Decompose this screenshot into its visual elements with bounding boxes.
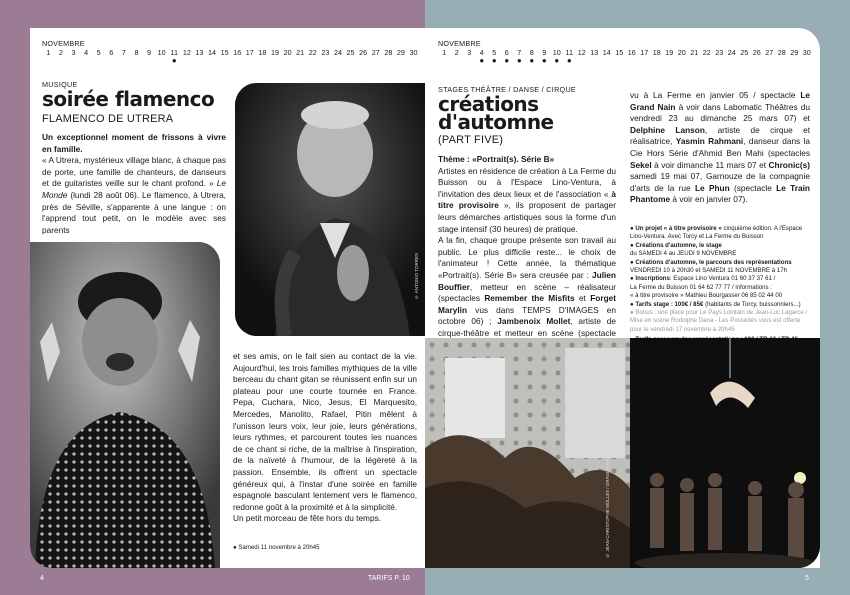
calendar-dot [726, 57, 739, 65]
col2-part-h: à voir en janvier 07). [672, 194, 748, 205]
calendar-dot [256, 57, 269, 65]
calendar-day: 5 [492, 48, 497, 57]
association-name: à titre provisoire [438, 188, 616, 211]
calendar-dot [42, 57, 55, 65]
para-temps: vus dans TEMPS D'IMAGES en octobre 06) ; [438, 304, 616, 327]
section-kicker: MUSIQUE [42, 80, 78, 89]
company-phun: Le Phun [694, 182, 730, 193]
calendar-dot [601, 57, 614, 65]
theatre-room-image [425, 338, 630, 568]
calendar-day: 27 [765, 48, 774, 57]
col2-part-f: samedi 19 mai 07, Garnouze de la compagnie d'arts de la rue [630, 171, 810, 193]
calendar-dot [676, 57, 689, 65]
quote-text: « A Utrera, mystérieux village blanc, à chaque pas de porte, une famille de chanteurs, de danseurs et de guitaristes veille sur le chant profond. » [42, 155, 227, 189]
show-sekel: Sekel [630, 159, 652, 170]
calendar-dot: ● [554, 56, 560, 65]
intro-continued: (lundi 28 août 06). Le flamenco, à Utrera, près de Séville, s'apparente à une langue : on l'apprend tout petit, on le modèle avec ses parents [42, 189, 226, 235]
circus-image [630, 338, 820, 568]
calendar-dot [369, 57, 382, 65]
calendar-dot: ● [566, 56, 572, 65]
calendar-day: 6 [109, 48, 114, 57]
col2-part-d: , danseur dans la Cie Hors Série d'Ahmid Ben Mahi (spectacles [630, 136, 811, 158]
calendar-dot: ● [504, 56, 510, 65]
para-selection: A la fin, chaque groupe présente son travail au public. Le plus difficile reste... le choix de l'animateur ! Cette année, la thématique «Portrait(s). Série B» sera creusée par : [438, 235, 616, 280]
col2-part-a: vu à La Ferme en janvier 05 / spectacle [630, 90, 796, 100]
calendar-dot [231, 57, 244, 65]
calendar-dot [155, 57, 168, 65]
col2-text: et ses amis, on le fait sien au contact de la vie. Aujourd'hui, les trois familles mythiques de la ville berceau du chant gitan se réunissent enfin sur un plateau pour une courte tournée en France. Pepa, Cuchara, Nico, Jesus, El Marquesito, Mercedes, Manolito, Rafael, Pitin mêlent à l'unisson leurs voix, leur joie, leurs générations, leurs rythmes, et parcourent toutes les nuances de ce chant si riche, de la maîtrise à l'inspiration, de la naïveté à l'humour, de la légèreté à la passion. Ensemble, ils offrent un spectacle généreux qui, à l'instar d'une soirée en famille espagnole basculant lentement vers le flamenco, redonne goût à la proximité et à la simplicité. [233, 351, 417, 512]
calendar-right [438, 39, 813, 65]
calendar-day: 25 [346, 48, 355, 57]
calendar-dot [105, 57, 118, 65]
calendar-dot [269, 57, 282, 65]
singer-photo-woman [30, 242, 220, 568]
calendar-day: 18 [258, 48, 267, 57]
calendar-dot [638, 57, 651, 65]
main-text-col2 [233, 351, 417, 525]
para-residence-end: », ils proposent de partager leurs démarches artistiques sous la forme d'un stage intensif (30 heures) de pratique. [438, 200, 616, 234]
calendar-day: 5 [96, 48, 101, 57]
calendar-day: 13 [195, 48, 204, 57]
calendar-day: 29 [396, 48, 405, 57]
calendar-dot: ● [171, 56, 177, 65]
calendar-dot [55, 57, 68, 65]
calendar-day: 2 [58, 48, 63, 57]
calendar-dot [801, 57, 814, 65]
event-date: ● Samedi 11 novembre à 20h45 [233, 544, 320, 551]
calendar-dot [181, 57, 194, 65]
show-grand-nain: Le Grand Nain [630, 90, 810, 112]
calendar-day: 15 [220, 48, 229, 57]
calendar-days [42, 48, 420, 57]
calendar-day: 18 [652, 48, 661, 57]
info-bonus: ● Bonus : une place pour Le Pays Lointain de Jean-Luc Lagarce / Mise en scène Rodolphe Dana - Les Possédés vous est offerte pour le vendredi 17 novembre à 20h45 [630, 309, 808, 333]
calendar-day: 8 [529, 48, 534, 57]
calendar-day: 23 [715, 48, 724, 57]
show-remember: Remember the Misfits [484, 293, 575, 304]
stage-text-col1 [438, 154, 616, 351]
calendar-day: 17 [640, 48, 649, 57]
calendar-dot [663, 57, 676, 65]
calendar-day: 12 [577, 48, 586, 57]
col2-part-g: (spectacle [734, 182, 772, 193]
calendar-dot [206, 57, 219, 65]
theatre-room-photo [425, 338, 630, 568]
intro-text [42, 132, 226, 236]
page-title-line2: d'automne [438, 110, 554, 134]
calendar-dot [281, 57, 294, 65]
info-tarifs-stage: (habitants de Torcy, buissonniers...) [705, 300, 801, 308]
calendar-month: NOVEMBRE [42, 39, 85, 48]
info-box [630, 225, 812, 345]
calendar-day: 30 [802, 48, 811, 57]
info-inscriptions-a: : Espace Lino Ventura 01 60 37 37 61 / [669, 275, 776, 283]
calendar-dot [688, 57, 701, 65]
calendar-day: 3 [71, 48, 76, 57]
calendar-day: 21 [296, 48, 305, 57]
singer-woman-image [30, 242, 220, 568]
calendar-dot [463, 57, 476, 65]
calendar-dot [118, 57, 131, 65]
calendar-dot [751, 57, 764, 65]
theme-line: Thème : «Portrait(s). Série B» [438, 154, 555, 164]
calendar-day: 24 [727, 48, 736, 57]
calendar-day: 27 [371, 48, 380, 57]
calendar-dot [613, 57, 626, 65]
calendar-dot [218, 57, 231, 65]
calendar-dot: ● [479, 56, 485, 65]
calendar-day: 22 [308, 48, 317, 57]
artist-delphine: Delphine Lanson [630, 124, 705, 135]
calendar-dots [42, 57, 420, 65]
page-title: soirée flamenco [42, 87, 215, 111]
calendar-day: 13 [590, 48, 599, 57]
calendar-day: 1 [442, 48, 447, 57]
left-page [30, 28, 425, 568]
col2-part-b: à voir dans Labomatic Théâtres du vendredi 23 au dimanche 25 mars 07) et [630, 101, 810, 124]
calendar-day: 22 [702, 48, 711, 57]
calendar-day: 1 [46, 48, 51, 57]
calendar-dot [80, 57, 93, 65]
calendar-dot [294, 57, 307, 65]
calendar-day: 2 [454, 48, 459, 57]
calendar-dot [763, 57, 776, 65]
para-jambenoix: , artiste de cirque-théâtre et metteur en scène (spectacle [438, 316, 616, 338]
calendar-dot [319, 57, 332, 65]
calendar-dot [626, 57, 639, 65]
calendar-dot [332, 57, 345, 65]
info-parcours-dates: VENDREDI 10 à 20h30 et SAMEDI 11 NOVEMBRE à 17h [630, 267, 788, 275]
calendar-day: 17 [245, 48, 254, 57]
info-project-title: ● Un projet « à titre provisoire » [630, 225, 722, 232]
calendar-dot [344, 57, 357, 65]
calendar-day: 10 [552, 48, 561, 57]
calendar-dot: ● [541, 56, 547, 65]
calendar-dot [193, 57, 206, 65]
singer-photo-man [235, 83, 425, 336]
info-inscriptions-b: La Ferme du Buisson 01 64 62 77 77 / informations : [630, 283, 772, 291]
calendar-day: 29 [790, 48, 799, 57]
info-project: cinquième édition. A l'Espace Lino-Ventura. Avec Torcy et La Ferme du Buisson [630, 225, 803, 241]
calendar-day: 15 [615, 48, 624, 57]
calendar-dot [130, 57, 143, 65]
calendar-day: 16 [627, 48, 636, 57]
photo-credit-right: © JEAN-CHRISTOPHE MOLLET / GRAND NAIN [605, 458, 610, 558]
para-residence: Artistes en résidence de création à La Ferme du Buisson ou à l'Espace Lino-Ventura, à l'invitation des deux lieux et de l'association « [438, 165, 616, 199]
page-number-left: 4 [40, 575, 44, 582]
calendar-dots [438, 57, 813, 65]
section-kicker: STAGES THÉÂTRE / DANSE / CIRQUE [438, 85, 577, 94]
info-stage-dates: du SAMEDI 4 au JEUDI 9 NOVEMBRE [630, 250, 737, 258]
info-inscriptions-title: ● Inscriptions [630, 275, 670, 283]
calendar-dot [143, 57, 156, 65]
calendar-dot [576, 57, 589, 65]
calendar-day: 11 [565, 48, 573, 57]
right-page [425, 28, 820, 568]
calendar-dot [776, 57, 789, 65]
calendar-day: 25 [740, 48, 749, 57]
calendar-day: 9 [542, 48, 547, 57]
calendar-day: 7 [121, 48, 126, 57]
calendar-day: 4 [84, 48, 89, 57]
show-train: Le Train Phantome [630, 182, 810, 205]
tarifs-reference: TARIFS P. 10 [368, 575, 410, 582]
col2-part-c: , artiste de cirque et réalisatrice, [630, 124, 810, 147]
page-subtitle: (PART FIVE) [438, 134, 504, 146]
info-parcours-title: ● Créations d'automne, le parcours des représentations [630, 258, 792, 266]
calendar-dot [438, 57, 451, 65]
calendar-dot [244, 57, 257, 65]
calendar-day: 12 [182, 48, 191, 57]
stage-text-col2 [630, 90, 810, 206]
calendar-day: 4 [479, 48, 484, 57]
calendar-day: 26 [752, 48, 761, 57]
calendar-day: 7 [517, 48, 522, 57]
calendar-dot [588, 57, 601, 65]
info-stage-title: ● Créations d'automne, le stage [630, 241, 722, 249]
calendar-day: 16 [233, 48, 242, 57]
para-julien: , metteur en scène – réalisateur (spectacles [438, 281, 616, 304]
calendar-day: 23 [321, 48, 330, 57]
col2-end: Un petit morceau de fête hors du temps. [233, 513, 382, 524]
circus-photo [630, 338, 820, 568]
calendar-day: 24 [333, 48, 342, 57]
calendar-day: 3 [467, 48, 472, 57]
calendar-dot [451, 57, 464, 65]
show-forget: Forget Marylin [438, 293, 617, 315]
artist-jambenoix: Jambenoix Mollet [497, 316, 571, 327]
calendar-day: 6 [504, 48, 509, 57]
singer-man-image [235, 83, 425, 336]
calendar-dot [92, 57, 105, 65]
calendar-day: 26 [359, 48, 368, 57]
page-title-line1: créations [438, 92, 539, 116]
artist-julien: Julien Bouffier [438, 269, 616, 292]
calendar-dot: ● [491, 56, 497, 65]
calendar-day: 28 [384, 48, 393, 57]
calendar-dot [306, 57, 319, 65]
calendar-dot [651, 57, 664, 65]
calendar-day: 14 [602, 48, 611, 57]
calendar-day: 8 [134, 48, 139, 57]
calendar-dot [738, 57, 751, 65]
calendar-dot [395, 57, 408, 65]
calendar-dot [788, 57, 801, 65]
calendar-day: 30 [409, 48, 418, 57]
calendar-dot: ● [529, 56, 535, 65]
info-tarifs-stage-title: ● Tarifs stage : 100€ / 85€ [630, 300, 704, 308]
calendar-dot [382, 57, 395, 65]
calendar-dot [701, 57, 714, 65]
calendar-day: 14 [208, 48, 217, 57]
calendar-day: 28 [777, 48, 786, 57]
para-and: et [578, 293, 586, 304]
calendar-dot [713, 57, 726, 65]
info-inscriptions-c: « à titre provisoire » Mathieu Bourgasser 06 85 02 44 00 [630, 292, 783, 300]
show-chronic: Chronic(s) [768, 159, 811, 170]
calendar-dot [357, 57, 370, 65]
calendar-dot: ● [516, 56, 522, 65]
page-number-right: 5 [805, 575, 809, 582]
calendar-day: 21 [690, 48, 699, 57]
lead-text: Un exceptionnel moment de frissons à vivre en famille. [42, 132, 226, 154]
calendar-day: 11 [170, 48, 178, 57]
photo-credit-left: © ANTONIO TORRES [414, 253, 419, 300]
calendar-dot [67, 57, 80, 65]
calendar-day: 19 [270, 48, 279, 57]
calendar-day: 19 [665, 48, 674, 57]
calendar-day: 9 [147, 48, 152, 57]
calendar-left [42, 39, 420, 65]
calendar-month: NOVEMBRE [438, 39, 481, 48]
page-subtitle: FLAMENCO DE UTRERA [42, 113, 174, 125]
calendar-day: 20 [283, 48, 292, 57]
col2-part-e: à voir dimanche 11 mars 07 et [654, 159, 767, 170]
calendar-day: 20 [677, 48, 686, 57]
artist-yasmin: Yasmin Rahmani [675, 136, 744, 147]
calendar-dot [407, 57, 420, 65]
calendar-day: 10 [157, 48, 166, 57]
quote-source: Le Monde [42, 178, 226, 200]
